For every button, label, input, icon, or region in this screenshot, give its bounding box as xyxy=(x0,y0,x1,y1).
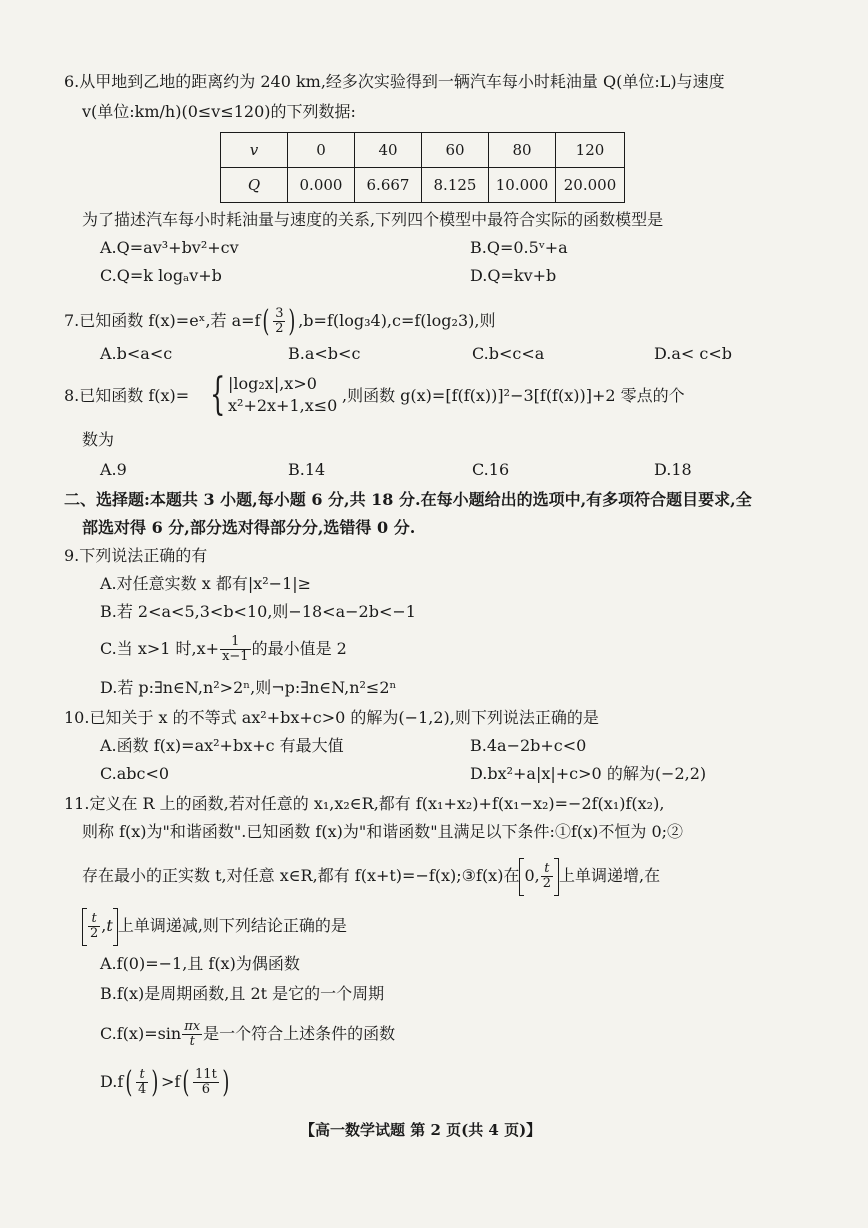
q8-stem-pre: 8.已知函数 f(x)= xyxy=(64,386,190,405)
q6-option-c: C.Q=k logₐv+b xyxy=(100,266,222,285)
q11-line2: 则称 f(x)为"和谐函数".已知函数 f(x)为"和谐函数"且满足以下条件:①f(x)不恒为 0;② xyxy=(82,822,684,841)
q11-l3-pre: 存在最小的正实数 t,对任意 x∈R,都有 f(x+t)=−f(x);③f(x)在 xyxy=(82,866,520,885)
q10-option-a: A.函数 f(x)=ax²+bx+c 有最大值 xyxy=(100,736,344,755)
q6-line1: 6.从甲地到乙地的距离约为 240 km,经多次实验得到一辆汽车每小时耗油量 Q(单位:L)与速度 xyxy=(64,72,725,91)
q10-option-c: C.abc<0 xyxy=(100,764,170,783)
table-cell: 10.000 xyxy=(489,168,556,203)
q11-c-fraction: $\frac{\pi x}{t}$ xyxy=(184,1019,201,1049)
q7-option-a: A.b<a<c xyxy=(100,344,173,363)
page-footer: 【高一数学试题 第 2 页(共 4 页)】 xyxy=(300,1121,542,1139)
q7-stem: 7.已知函数 f(x)=eˣ,若 a=f( $\frac{3}{2}$ ) ,b=f(log₃4),c=f(log₂3),则 xyxy=(64,303,496,339)
q8-line2: 数为 xyxy=(82,430,115,449)
table-cell: v xyxy=(221,133,288,168)
q8-case1: |log₂x|,x>0 xyxy=(228,374,317,393)
q10-stem: 10.已知关于 x 的不等式 ax²+bx+c>0 的解为(−1,2),则下列说法正确的是 xyxy=(64,708,599,727)
table-cell: 0.000 xyxy=(288,168,355,203)
q11-option-d: D.f( $\frac{t}{4}$ ) >f( $\frac{11t}{6}$ ) xyxy=(100,1064,230,1100)
q7-option-c: C.b<c<a xyxy=(472,344,545,363)
q8-stem-post: ,则函数 g(x)=[f(f(x))]²−3[f(f(x))]+2 零点的个 xyxy=(342,386,685,405)
table-cell: 120 xyxy=(556,133,625,168)
q8-option-d: D.18 xyxy=(654,460,692,479)
q6-option-a: A.Q=av³+bv²+cv xyxy=(100,238,239,257)
q11-line3 xyxy=(82,856,660,896)
q11-c-post: 是一个符合上述条件的函数 xyxy=(203,1024,396,1043)
q11-option-a: A.f(0)=−1,且 f(x)为偶函数 xyxy=(100,954,300,973)
table-cell: 60 xyxy=(422,133,489,168)
q9-c-fraction: $\frac{1}{x-1}$ xyxy=(222,634,249,664)
q8-piecewise: { |log₂x|,x>0 x²+2x+1,x≤0 xyxy=(210,369,338,420)
q7-option-d: D.a< c<b xyxy=(654,344,732,363)
q11-c-pre: C.f(x)=sin xyxy=(100,1024,182,1043)
q11-l4-post: 上单调递减,则下列结论正确的是 xyxy=(117,916,347,935)
table-cell: 20.000 xyxy=(556,168,625,203)
q11-line1: 11.定义在 R 上的函数,若对任意的 x₁,x₂∈R,都有 f(x₁+x₂)+f(x₁−x₂)=−2f(x₁)f(x₂), xyxy=(64,794,665,813)
q9-option-a: A.对任意实数 x 都有|x²−1|≥ xyxy=(100,574,312,593)
q11-d-fraction2: $\frac{11t}{6}$ xyxy=(195,1067,217,1097)
q9-c-pre: C.当 x>1 时,x+ xyxy=(100,639,220,658)
table-row xyxy=(221,168,625,203)
q6-option-d: D.Q=kv+b xyxy=(470,266,557,285)
q11-l3-fraction: $\frac{t}{2}$ xyxy=(542,861,551,891)
table-row xyxy=(221,133,625,168)
table-cell: Q xyxy=(221,168,288,203)
q8-case2: x²+2x+1,x≤0 xyxy=(228,396,338,415)
q10-option-d: D.bx²+a|x|+c>0 的解为(−2,2) xyxy=(470,764,707,783)
table-cell: 80 xyxy=(489,133,556,168)
section2-line2: 部选对得 6 分,部分选对得部分分,选错得 0 分. xyxy=(82,518,416,537)
q11-d-gt: >f xyxy=(160,1072,181,1091)
q6-line2: v(单位:km/h)(0≤v≤120)的下列数据: xyxy=(82,102,356,121)
q11-l3-interval: 0, xyxy=(524,866,540,885)
q9-option-b: B.若 2<a<5,3<b<10,则−18<a−2b<−1 xyxy=(100,602,416,621)
q8-option-b: B.14 xyxy=(288,460,326,479)
q11-option-c xyxy=(100,1016,395,1052)
table-cell: 6.667 xyxy=(355,168,422,203)
q8-option-c: C.16 xyxy=(472,460,510,479)
q6-line3: 为了描述汽车每小时耗油量与速度的关系,下列四个模型中最符合实际的函数模型是 xyxy=(82,210,664,229)
q11-l4-fraction: $\frac{t}{2}$ xyxy=(90,911,99,941)
q10-option-b: B.4a−2b+c<0 xyxy=(470,736,587,755)
q9-c-post: 的最小值是 2 xyxy=(251,639,347,658)
q9-stem: 9.下列说法正确的有 xyxy=(64,546,208,565)
table-cell: 8.125 xyxy=(422,168,489,203)
q11-d-fraction1: $\frac{t}{4}$ xyxy=(137,1067,147,1097)
q11-d-f: D.f xyxy=(100,1072,124,1091)
q7-stem-post: ,b=f(log₃4),c=f(log₂3),则 xyxy=(298,311,496,330)
q7-stem-pre: 7.已知函数 f(x)=eˣ,若 a=f xyxy=(64,311,261,330)
q9-option-d: D.若 p:∃n∈N,n²>2ⁿ,则¬p:∃n∈N,n²≤2ⁿ xyxy=(100,678,397,697)
q11-l3-post: 上单调递增,在 xyxy=(559,866,661,885)
q7-fraction: $\frac{3}{2}$ xyxy=(275,306,284,336)
q11-option-b: B.f(x)是周期函数,且 2t 是它的一个周期 xyxy=(100,984,385,1003)
q6-data-table xyxy=(220,132,625,203)
table-cell: 40 xyxy=(355,133,422,168)
q11-line4: $\frac{t}{2}$ ,t 上单调递减,则下列结论正确的是 xyxy=(82,906,347,946)
q9-option-c xyxy=(100,632,347,666)
q7-option-b: B.a<b<c xyxy=(288,344,361,363)
section2-line1: 二、选择题:本题共 3 小题,每小题 6 分,共 18 分.在每小题给出的选项中,有多项符合题目要求,全 xyxy=(64,490,752,509)
q8-option-a: A.9 xyxy=(100,460,127,479)
table-cell: 0 xyxy=(288,133,355,168)
q6-option-b: B.Q=0.5ᵛ+a xyxy=(470,238,568,257)
